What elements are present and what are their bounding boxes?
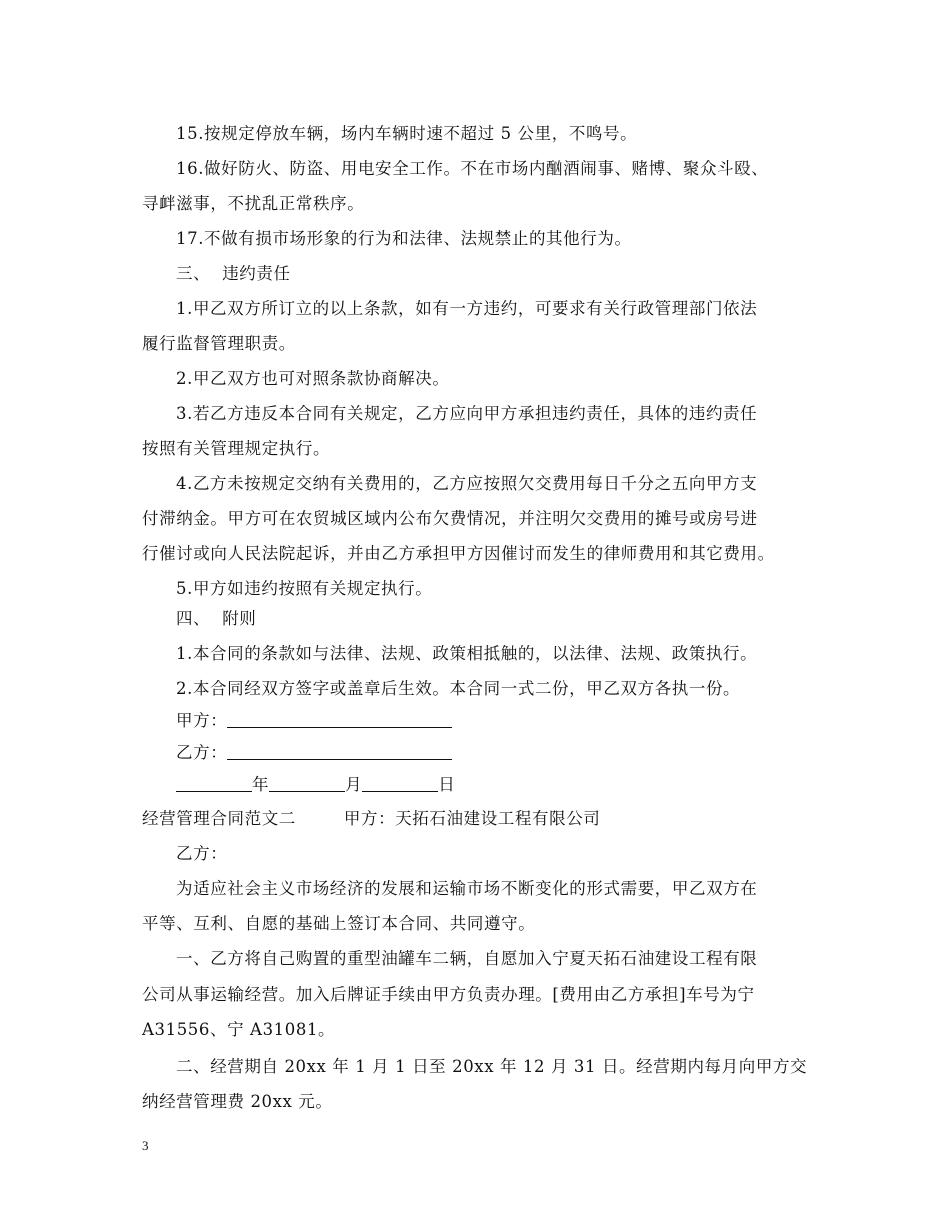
- paragraph-line: 为适应社会主义市场经济的发展和运输市场不断变化的形式需要，甲乙双方在: [176, 879, 758, 898]
- date-line: [176, 771, 455, 795]
- sample-two-header: [142, 805, 600, 829]
- signature-line-party-b: [176, 739, 452, 763]
- paragraph-line: 二、经营期自 20xx 年 1 月 1 日至 20xx 年 12 月 31 日。经营期内每月向甲方交: [176, 1057, 808, 1076]
- paragraph-line: 纳经营管理费 20xx 元。: [142, 1092, 333, 1111]
- section-title: 违约责任: [222, 264, 291, 283]
- signature-label: 甲方：: [176, 711, 228, 730]
- section-title: 附则: [222, 609, 257, 628]
- section-heading-three: [176, 260, 291, 284]
- sample-two-title: 经营管理合同范文二: [142, 809, 296, 828]
- day-blank: [362, 775, 438, 792]
- paragraph-line: 寻衅滋事，不扰乱正常秩序。: [142, 194, 365, 213]
- month-label: 月: [345, 775, 363, 794]
- month-blank: [269, 775, 345, 792]
- paragraph-line: 公司从事运输经营。加入后牌证手续由甲方负责办理。[费用由乙方承担]车号为宁: [142, 985, 755, 1004]
- paragraph-line: 17.不做有损市场形象的行为和法律、法规禁止的其他行为。: [176, 229, 632, 248]
- signature-label: 乙方：: [176, 743, 228, 762]
- paragraph-line: 3.若乙方违反本合同有关规定，乙方应向甲方承担违约责任，具体的违约责任: [176, 404, 758, 423]
- section-number: 三、: [176, 264, 211, 283]
- paragraph-line: 按照有关管理规定执行。: [142, 439, 331, 458]
- page-number: 3: [142, 1138, 149, 1153]
- paragraph-line: 2.本合同经双方签字或盖章后生效。本合同一式二份，甲乙双方各执一份。: [176, 679, 741, 698]
- paragraph-line: 2.甲乙双方也可对照条款协商解决。: [176, 369, 450, 388]
- paragraph-line: 1.本合同的条款如与法律、法规、政策相抵触的，以法律、法规、政策执行。: [176, 644, 758, 663]
- paragraph-line: 16.做好防火、防盗、用电安全工作。不在市场内酗酒闹事、赌博、聚众斗殴、: [176, 159, 769, 178]
- year-label: 年: [252, 775, 270, 794]
- paragraph-line: 4.乙方未按规定交纳有关费用的，乙方应按照欠交费用每日千分之五向甲方支: [176, 474, 758, 493]
- year-blank: [176, 775, 252, 792]
- paragraph-line: 5.甲方如违约按照有关规定执行。: [176, 579, 433, 598]
- paragraph-line: 付滞纳金。甲方可在农贸城区域内公布欠费情况，并注明欠交费用的摊号或房号进: [142, 509, 758, 528]
- paragraph-line: 平等、互利、自愿的基础上签订本合同、共同遵守。: [142, 914, 536, 933]
- day-label: 日: [438, 775, 456, 794]
- signature-blank: [227, 743, 452, 760]
- paragraph-line: 1.甲乙双方所订立的以上条款，如有一方违约，可要求有关行政管理部门依法: [176, 299, 758, 318]
- signature-line-party-a: [176, 707, 452, 731]
- paragraph-line: 乙方：: [176, 844, 228, 863]
- section-number: 四、: [176, 609, 211, 628]
- paragraph-line: 行催讨或向人民法院起诉，并由乙方承担甲方因催讨而发生的律师费用和其它费用。: [142, 544, 775, 563]
- sample-two-party-a: 甲方：天拓石油建设工程有限公司: [343, 809, 601, 828]
- paragraph-line: A31556、宁 A31081。: [142, 1020, 336, 1039]
- paragraph-line: 15.按规定停放车辆，场内车辆时速不超过 5 公里，不鸣号。: [176, 124, 638, 143]
- paragraph-line: 履行监督管理职责。: [142, 334, 296, 353]
- section-heading-four: [176, 605, 256, 629]
- paragraph-line: 一、乙方将自己购置的重型油罐车二辆，自愿加入宁夏天拓石油建设工程有限: [176, 949, 758, 968]
- signature-blank: [227, 711, 452, 728]
